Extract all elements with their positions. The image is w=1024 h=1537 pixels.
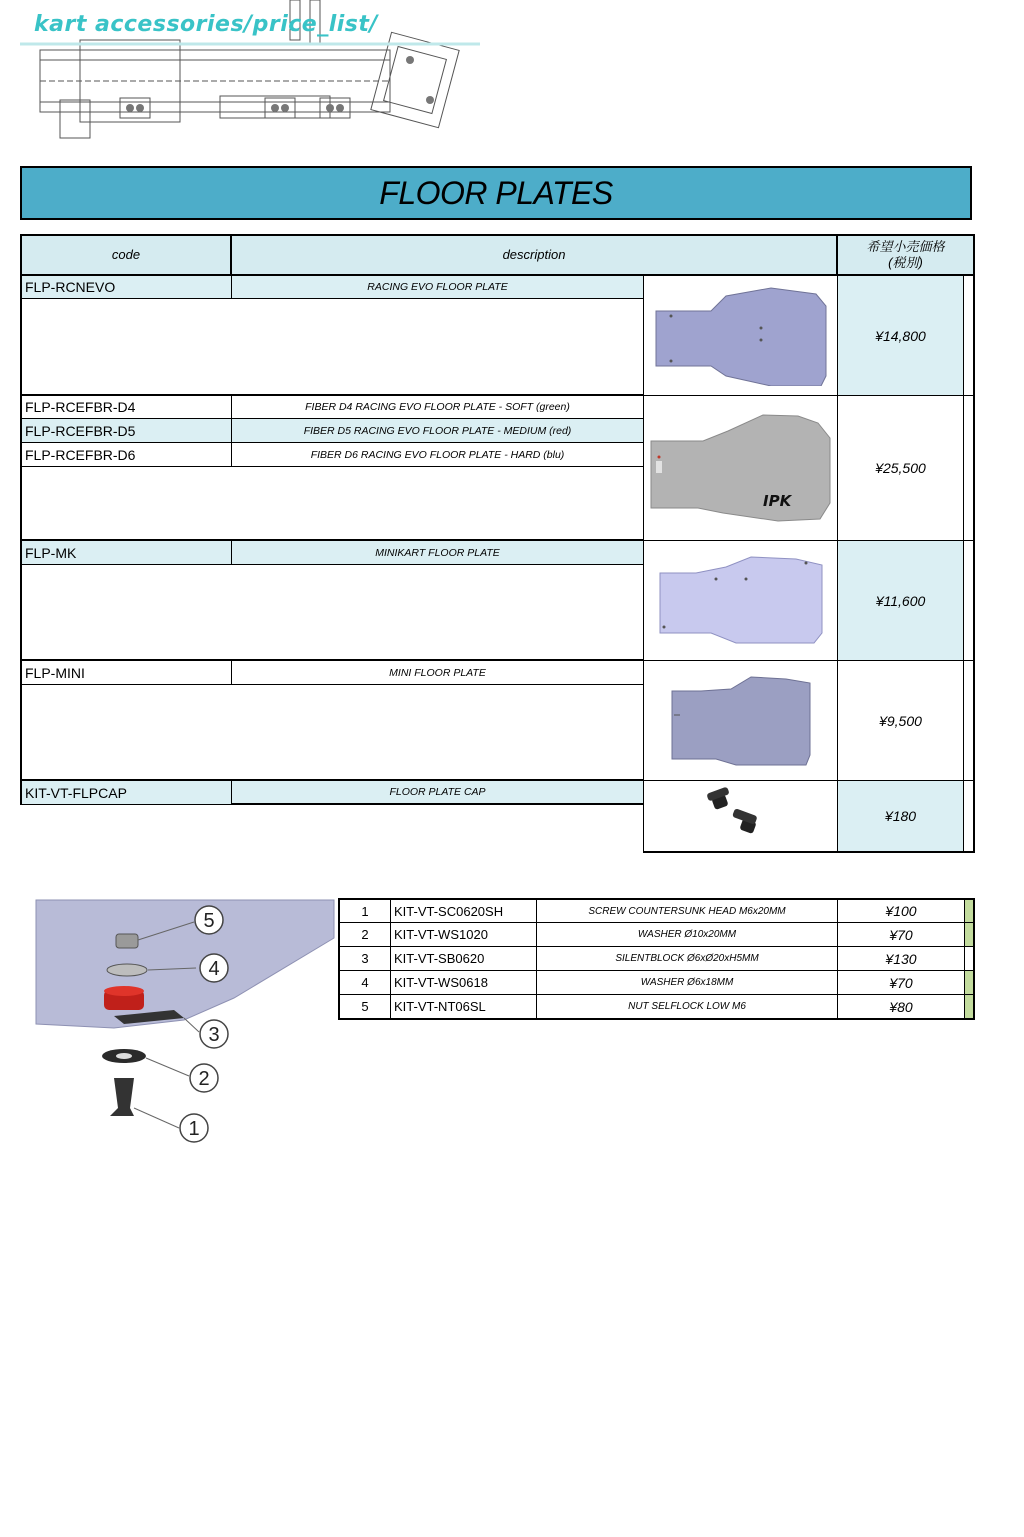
product-description: FIBER D6 RACING EVO FLOOR PLATE - HARD (blu) — [231, 442, 644, 467]
price-spacer — [963, 660, 975, 781]
product-description: FIBER D4 RACING EVO FLOOR PLATE - SOFT (green) — [231, 395, 644, 419]
floor-plate-icon — [651, 286, 831, 386]
part-marker — [964, 898, 975, 923]
minikart-plate-icon — [656, 555, 826, 647]
part-marker — [964, 994, 975, 1020]
fiber-floor-plate-image — [643, 395, 838, 541]
part-number: 4 — [338, 970, 391, 995]
mini-plate-icon — [666, 675, 816, 767]
part-description: SILENTBLOCK Ø6xØ20xH5MM — [536, 946, 838, 971]
part-price: ¥130 — [837, 946, 965, 971]
product-description: MINIKART FLOOR PLATE — [231, 540, 644, 565]
product-code: FLP-RCEFBR-D6 — [20, 442, 232, 467]
price-spacer — [963, 275, 975, 396]
fiber-plate-icon — [648, 413, 834, 523]
part-number: 3 — [338, 946, 391, 971]
part-number: 2 — [338, 922, 391, 947]
callout-3: 3 — [208, 1024, 220, 1046]
product-code: FLP-MK — [20, 540, 232, 565]
part-description: WASHER Ø6x18MM — [536, 970, 838, 995]
product-code: FLP-RCEFBR-D4 — [20, 395, 232, 419]
product-code: FLP-MINI — [20, 660, 232, 685]
product-description: FIBER D5 RACING EVO FLOOR PLATE - MEDIUM (red) — [231, 418, 644, 443]
part-code: KIT-VT-SB0620 — [390, 946, 537, 971]
part-price: ¥70 — [837, 970, 965, 995]
part-code: KIT-VT-WS1020 — [390, 922, 537, 947]
part-description: SCREW COUNTERSUNK HEAD M6x20MM — [536, 898, 838, 923]
product-code: KIT-VT-FLPCAP — [20, 780, 232, 805]
product-price: ¥9,500 — [837, 660, 964, 781]
price-spacer — [963, 540, 975, 661]
floor-plate-cap-image — [643, 780, 838, 853]
code-column-header: code — [20, 234, 232, 276]
part-number: 1 — [338, 898, 391, 923]
product-description: FLOOR PLATE CAP — [231, 780, 644, 805]
part-description: WASHER Ø10x20MM — [536, 922, 838, 947]
product-description: MINI FLOOR PLATE — [231, 660, 644, 685]
part-description: NUT SELFLOCK LOW M6 — [536, 994, 838, 1020]
price-header-line2: (税別) — [888, 255, 923, 270]
group-blank-area — [20, 564, 644, 661]
callout-1: 1 — [188, 1118, 200, 1140]
section-title: FLOOR PLATES — [20, 166, 972, 220]
callout-4: 4 — [208, 958, 220, 980]
part-price: ¥70 — [837, 922, 965, 947]
part-number: 5 — [338, 994, 391, 1020]
price-header-line1: 希望小売価格 — [866, 239, 945, 254]
product-price: ¥14,800 — [837, 275, 964, 396]
part-marker — [964, 946, 975, 971]
group-blank-area — [20, 298, 644, 396]
ipk-logo-text: IPK — [762, 492, 791, 510]
group-blank-area — [20, 684, 644, 781]
part-marker — [964, 970, 975, 995]
price-column-header — [836, 234, 975, 276]
price-spacer — [963, 395, 975, 541]
part-price: ¥80 — [837, 994, 965, 1020]
mini-floor-plate-image — [643, 660, 838, 781]
header-path-title: kart accessories/price_list/ — [34, 12, 378, 37]
callout-5: 5 — [203, 910, 215, 932]
product-code: FLP-RCEFBR-D5 — [20, 418, 232, 443]
part-marker — [964, 922, 975, 947]
minikart-floor-plate-image — [643, 540, 838, 661]
description-column-header: description — [230, 234, 838, 276]
part-code: KIT-VT-SC0620SH — [390, 898, 537, 923]
group-blank-area — [20, 466, 644, 541]
cap-icon — [701, 786, 781, 846]
product-description: RACING EVO FLOOR PLATE — [231, 275, 644, 299]
floor-plate-assembly-diagram — [34, 898, 340, 1148]
product-price: ¥25,500 — [837, 395, 964, 541]
product-code: FLP-RCNEVO — [20, 275, 232, 299]
product-price: ¥180 — [837, 780, 964, 853]
callout-2: 2 — [198, 1068, 210, 1090]
part-code: KIT-VT-NT06SL — [390, 994, 537, 1020]
price-spacer — [963, 780, 975, 853]
part-price: ¥100 — [837, 898, 965, 923]
product-price: ¥11,600 — [837, 540, 964, 661]
racing-evo-floor-plate-image — [643, 275, 838, 396]
part-code: KIT-VT-WS0618 — [390, 970, 537, 995]
